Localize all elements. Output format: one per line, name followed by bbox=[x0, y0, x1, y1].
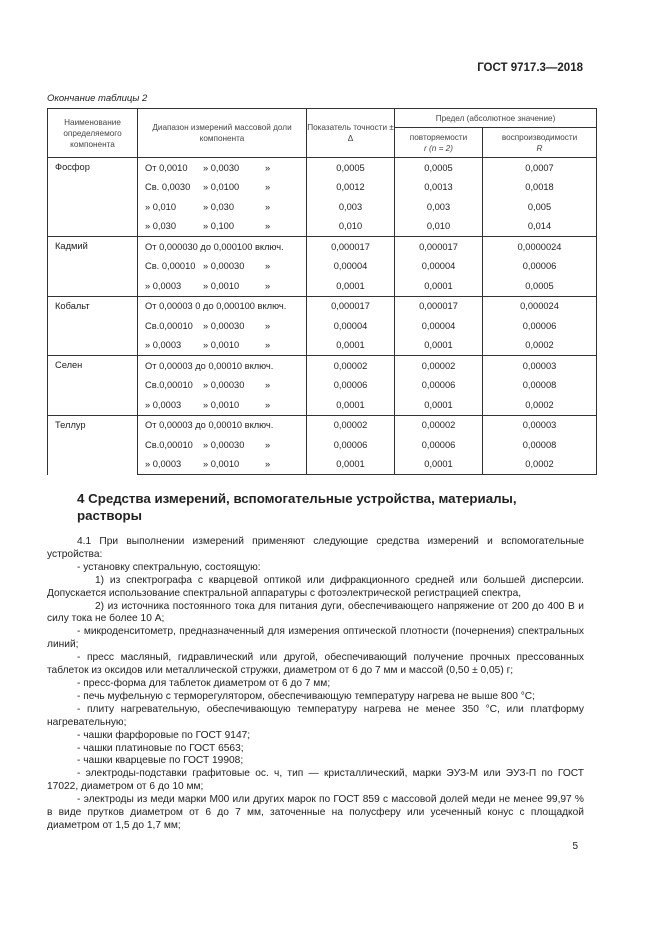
table-row bbox=[48, 296, 597, 316]
range-cell bbox=[138, 197, 307, 217]
repeatability-cell: 0,00006 bbox=[395, 376, 483, 396]
reproducibility-cell: 0,00006 bbox=[483, 316, 597, 336]
accuracy-cell: 0,00002 bbox=[307, 415, 395, 435]
col-header-limit: Предел (абсолютное значение) bbox=[395, 109, 597, 128]
table-row bbox=[48, 237, 597, 257]
col-header-range: Диапазон измерений массовой доли компонента bbox=[138, 109, 307, 158]
paragraph: 2) из источника постоянного тока для питания дуги, обеспечивающего напряжение от 200 до 400 В и силу тока не более 10 А; bbox=[47, 600, 584, 625]
range-cell bbox=[138, 296, 307, 316]
range-cell bbox=[138, 158, 307, 178]
reproducibility-cell: 0,00008 bbox=[483, 376, 597, 396]
range-suffix: » bbox=[265, 221, 271, 232]
repeatability-cell: 0,00004 bbox=[395, 257, 483, 277]
range-cell bbox=[138, 276, 307, 296]
range-cell bbox=[138, 415, 307, 435]
range-text: От 0,000030 до 0,000100 включ. bbox=[145, 241, 284, 252]
reproducibility-cell: 0,00008 bbox=[483, 435, 597, 455]
paragraph: - пресс масляный, гидравлический или другой, обеспечивающий получение прочных прессованных таблеток из оксидов или металлической стружки, диаметром от 6 до 7 мм и массой (0,50 ± 0,05) г; bbox=[47, 652, 584, 677]
col-header-name: Наименование определяемого компонента bbox=[48, 109, 138, 158]
repeatability-cell: 0,00004 bbox=[395, 316, 483, 336]
paragraph: - пресс-форма для таблеток диаметром от 6 до 7 мм; bbox=[77, 677, 331, 689]
section-title: 4 Средства измерений, вспомогательные устройства, материалы, растворы bbox=[77, 491, 517, 523]
range-from: » 0,030 bbox=[145, 221, 177, 232]
reproducibility-label: воспроизводимости bbox=[501, 132, 578, 142]
reproducibility-cell: 0,0005 bbox=[483, 276, 597, 296]
accuracy-cell: 0,0001 bbox=[307, 336, 395, 356]
repeatability-cell: 0,00002 bbox=[395, 415, 483, 435]
range-suffix: » bbox=[265, 162, 271, 173]
repeatability-symbol: r (n = 2) bbox=[424, 143, 453, 153]
accuracy-cell: 0,003 bbox=[307, 197, 395, 217]
repeatability-label: повторяемости bbox=[409, 132, 468, 142]
component-name: Кадмий bbox=[48, 237, 138, 297]
accuracy-cell: 0,0005 bbox=[307, 158, 395, 178]
range-from: Св.0,00010 bbox=[145, 320, 193, 331]
range-from: » 0,0003 bbox=[145, 459, 182, 470]
col-header-repeatability bbox=[395, 128, 483, 158]
reproducibility-cell: 0,0002 bbox=[483, 395, 597, 415]
range-text: От 0,00003 0 до 0,000100 включ. bbox=[145, 301, 287, 312]
accuracy-cell: 0,0001 bbox=[307, 395, 395, 415]
range-to: » 0,00030 bbox=[203, 261, 245, 272]
range-to: » 0,030 bbox=[203, 201, 235, 212]
table-row bbox=[48, 356, 597, 376]
reproducibility-cell: 0,000024 bbox=[483, 296, 597, 316]
reproducibility-cell: 0,005 bbox=[483, 197, 597, 217]
range-cell bbox=[138, 376, 307, 396]
repeatability-cell: 0,003 bbox=[395, 197, 483, 217]
data-table bbox=[47, 108, 597, 475]
table-caption: Окончание таблицы 2 bbox=[47, 93, 148, 104]
range-from: Св.0,00010 bbox=[145, 380, 193, 391]
standard-header: ГОСТ 9717.3—2018 bbox=[477, 62, 583, 74]
range-cell bbox=[138, 257, 307, 277]
range-to: » 0,00030 bbox=[203, 439, 245, 450]
range-to: » 0,0010 bbox=[203, 399, 240, 410]
paragraph: - печь муфельную с терморегулятором, обеспечивающую температуру нагрева не выше 800 °С; bbox=[77, 690, 535, 702]
range-cell bbox=[138, 237, 307, 257]
repeatability-cell: 0,0013 bbox=[395, 178, 483, 198]
component-name: Теллур bbox=[48, 415, 138, 475]
accuracy-cell: 0,0001 bbox=[307, 455, 395, 475]
range-text: От 0,00003 до 0,00010 включ. bbox=[145, 360, 274, 371]
range-from: Св. 0,0030 bbox=[145, 182, 191, 193]
repeatability-cell: 0,0005 bbox=[395, 158, 483, 178]
section-4 bbox=[47, 490, 584, 833]
accuracy-cell: 0,000017 bbox=[307, 237, 395, 257]
repeatability-cell: 0,010 bbox=[395, 217, 483, 237]
range-cell bbox=[138, 316, 307, 336]
component-name: Фосфор bbox=[48, 158, 138, 237]
paragraph: - электроды-подставки графитовые ос. ч, тип — кристаллический, марки ЭУЗ-М или ЭУЗ-П по ГОСТ 17022, диаметром от 6 до 10 мм; bbox=[47, 768, 584, 793]
repeatability-cell: 0,0001 bbox=[395, 336, 483, 356]
range-cell bbox=[138, 395, 307, 415]
range-suffix: » bbox=[265, 201, 271, 212]
range-text: От 0,00003 до 0,00010 включ. bbox=[145, 420, 274, 431]
range-cell bbox=[138, 356, 307, 376]
range-cell bbox=[138, 455, 307, 475]
reproducibility-cell: 0,0000024 bbox=[483, 237, 597, 257]
range-to: » 0,0010 bbox=[203, 340, 240, 351]
accuracy-cell: 0,00006 bbox=[307, 376, 395, 396]
reproducibility-cell: 0,0002 bbox=[483, 455, 597, 475]
range-suffix: » bbox=[265, 459, 271, 470]
repeatability-cell: 0,000017 bbox=[395, 237, 483, 257]
table-row bbox=[48, 158, 597, 178]
range-from: Св. 0,00010 bbox=[145, 261, 196, 272]
repeatability-cell: 0,000017 bbox=[395, 296, 483, 316]
reproducibility-symbol: R bbox=[536, 143, 543, 153]
accuracy-cell: 0,010 bbox=[307, 217, 395, 237]
range-to: » 0,0100 bbox=[203, 182, 240, 193]
repeatability-cell: 0,0001 bbox=[395, 276, 483, 296]
range-to: » 0,100 bbox=[203, 221, 235, 232]
accuracy-cell: 0,0012 bbox=[307, 178, 395, 198]
range-suffix: » bbox=[265, 280, 271, 291]
repeatability-cell: 0,0001 bbox=[395, 455, 483, 475]
range-cell bbox=[138, 217, 307, 237]
col-header-reproducibility bbox=[483, 128, 597, 158]
range-cell bbox=[138, 178, 307, 198]
range-suffix: » bbox=[265, 320, 271, 331]
paragraph: - чашки фарфоровые по ГОСТ 9147; bbox=[77, 729, 251, 741]
range-suffix: » bbox=[265, 439, 271, 450]
repeatability-cell: 0,00002 bbox=[395, 356, 483, 376]
accuracy-cell: 0,00004 bbox=[307, 316, 395, 336]
paragraph: - плиту нагревательную, обеспечивающую температуру нагрева не менее 350 °С, или платформу нагревательную; bbox=[47, 703, 584, 728]
range-from: » 0,010 bbox=[145, 201, 177, 212]
reproducibility-cell: 0,00006 bbox=[483, 257, 597, 277]
range-suffix: » bbox=[265, 399, 271, 410]
range-cell bbox=[138, 336, 307, 356]
range-from: Св.0,00010 bbox=[145, 439, 193, 450]
accuracy-cell: 0,00004 bbox=[307, 257, 395, 277]
component-name: Кобальт bbox=[48, 296, 138, 356]
paragraph: - установку спектральную, состоящую: bbox=[77, 561, 261, 573]
paragraph: - электроды из меди марки М00 или других марок по ГОСТ 859 с массовой долей меди не менее 99,97 % в виде прутков диаметром от 6 до 7 мм, заточенные на полусферу или усеченный конус с площадкой диаметром от 1,5 до 1,7 мм; bbox=[47, 794, 584, 831]
range-from: » 0,0003 bbox=[145, 399, 182, 410]
reproducibility-cell: 0,0002 bbox=[483, 336, 597, 356]
paragraph: - микроденситометр, предназначенный для измерения оптической плотности (почернения) спектральных линий; bbox=[47, 626, 584, 651]
range-to: » 0,0030 bbox=[203, 162, 240, 173]
range-to: » 0,0010 bbox=[203, 280, 240, 291]
range-from: » 0,0003 bbox=[145, 340, 182, 351]
paragraph: 1) из спектрографа с кварцевой оптикой или дифракционного средней или большей дисперсии. Допускается использование спектральной аппаратуры с фотоэлектрической регистрацией спектра, bbox=[47, 574, 584, 599]
range-suffix: » bbox=[265, 340, 271, 351]
paragraph: - чашки кварцевые по ГОСТ 19908; bbox=[77, 755, 244, 767]
accuracy-cell: 0,00006 bbox=[307, 435, 395, 455]
range-to: » 0,0010 bbox=[203, 459, 240, 470]
col-header-accuracy: Показатель точности ± Δ bbox=[307, 109, 395, 158]
accuracy-cell: 0,0001 bbox=[307, 276, 395, 296]
reproducibility-cell: 0,0018 bbox=[483, 178, 597, 198]
table-row bbox=[48, 415, 597, 435]
reproducibility-cell: 0,00003 bbox=[483, 356, 597, 376]
range-cell bbox=[138, 435, 307, 455]
range-from: От 0,0010 bbox=[145, 162, 188, 173]
page-number: 5 bbox=[572, 841, 578, 852]
range-suffix: » bbox=[265, 380, 271, 391]
range-suffix: » bbox=[265, 261, 271, 272]
reproducibility-cell: 0,00003 bbox=[483, 415, 597, 435]
reproducibility-cell: 0,014 bbox=[483, 217, 597, 237]
paragraph: - чашки платиновые по ГОСТ 6563; bbox=[77, 742, 244, 754]
range-suffix: » bbox=[265, 182, 271, 193]
range-to: » 0,00030 bbox=[203, 320, 245, 331]
accuracy-cell: 0,00002 bbox=[307, 356, 395, 376]
repeatability-cell: 0,00006 bbox=[395, 435, 483, 455]
range-to: » 0,00030 bbox=[203, 380, 245, 391]
component-name: Селен bbox=[48, 356, 138, 416]
repeatability-cell: 0,0001 bbox=[395, 395, 483, 415]
reproducibility-cell: 0,0007 bbox=[483, 158, 597, 178]
range-from: » 0,0003 bbox=[145, 280, 182, 291]
paragraph: 4.1 При выполнении измерений применяют следующие средства измерений и вспомогательные устройства: bbox=[47, 536, 584, 560]
accuracy-cell: 0,000017 bbox=[307, 296, 395, 316]
